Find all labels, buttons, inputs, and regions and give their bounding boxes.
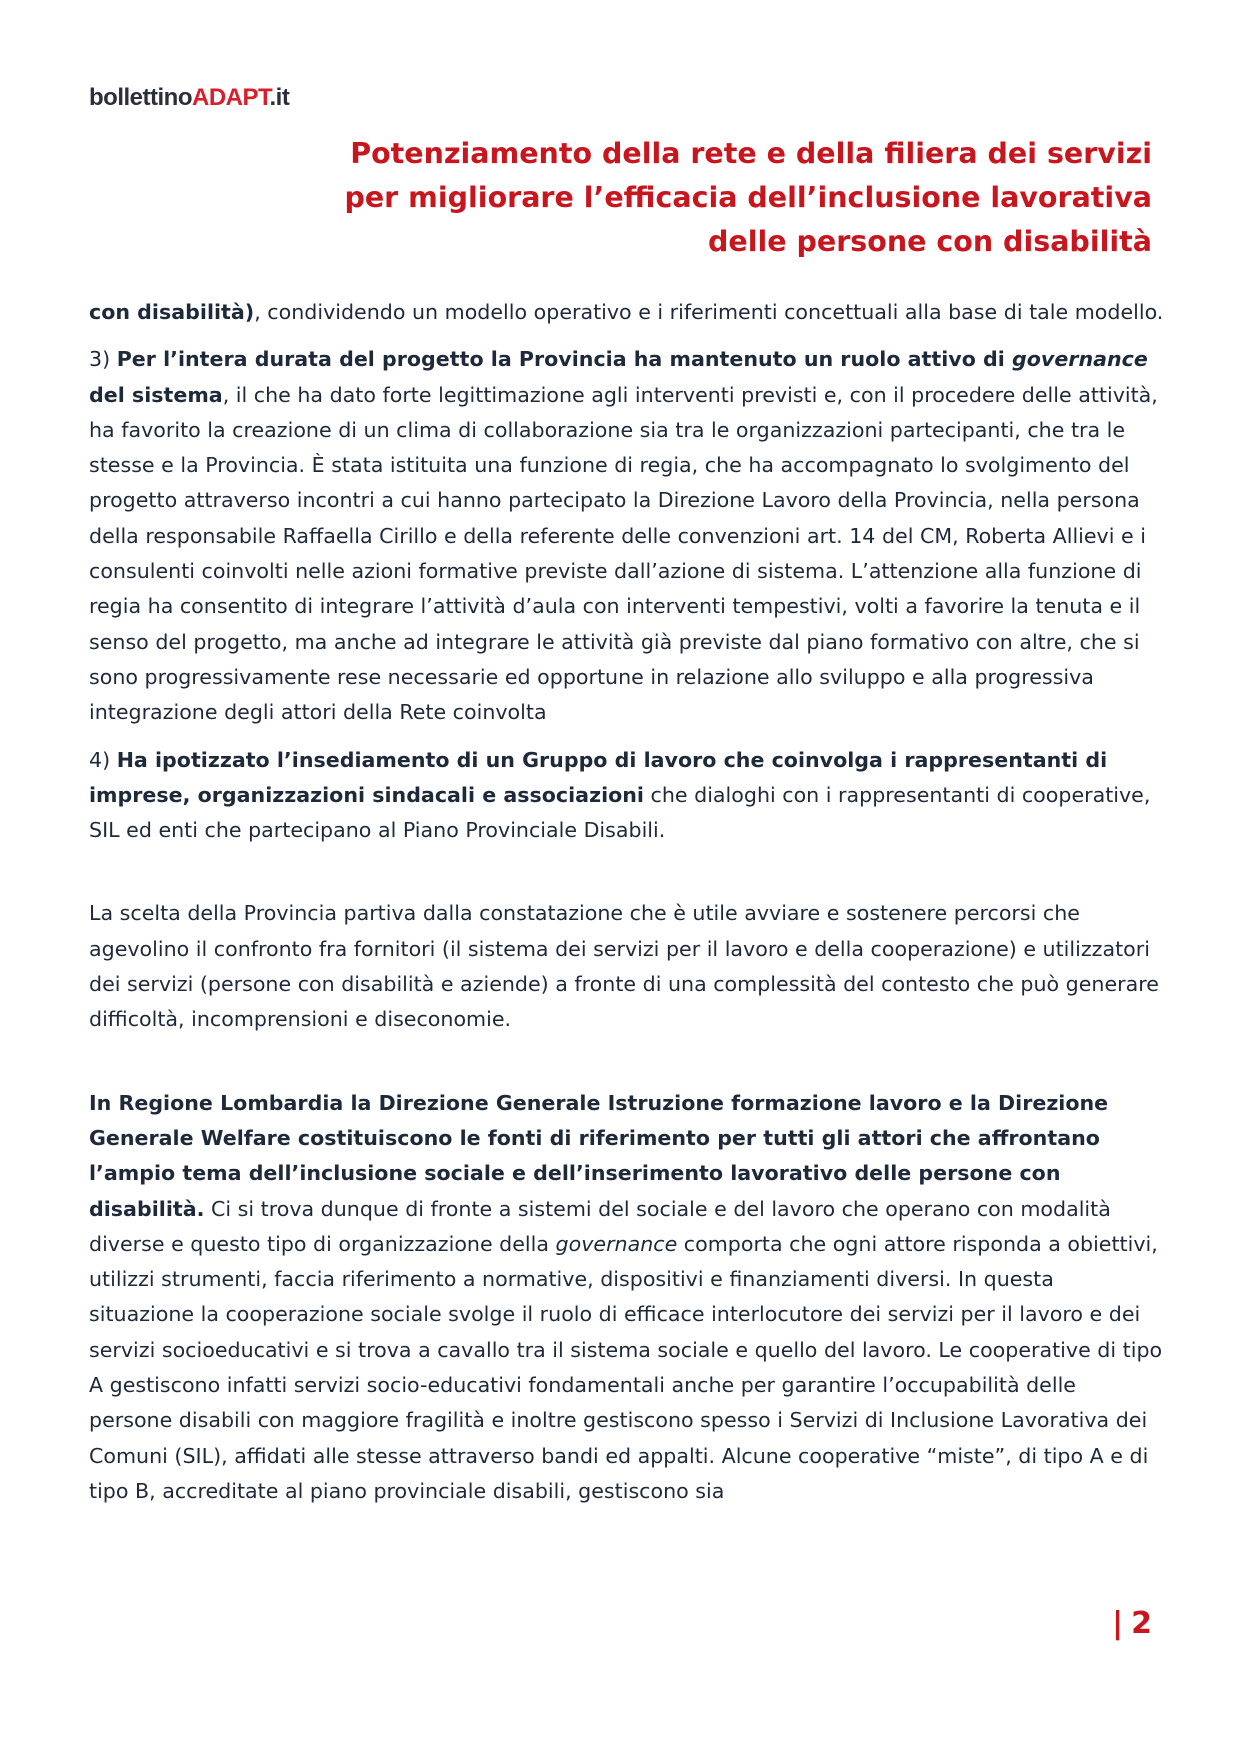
- document-body: [89, 295, 1164, 1509]
- site-logo[interactable]: [89, 86, 289, 110]
- paragraph-5-text-2: comporta che ogni attore risponda a obiettivi, utilizzi strumenti, faccia riferimento a normative, dispositivi e finanziamenti diversi. In questa situazione la cooperazione sociale svolge il ruolo di efficace interlocutore dei servizi per il lavoro e dei servizi socioeducativi e si trova a cavallo tra il sistema sociale e quello del lavoro. Le cooperative di tipo A gestiscono infatti servizi socio-educativi fondamentali anche per garantire l’occupabilità delle persone disabili con maggiore fragilità e inoltre gestiscono spesso i Servizi di Inclusione Lavorativa dei Comuni (SIL), affidati alle stesse attraverso bandi ed appalti. Alcune cooperative “miste”, di tipo A e di tipo B, accreditate al piano provinciale disabili, gestiscono sia: [89, 1231, 1163, 1503]
- paragraph-5-bold: In Regione Lombardia la Direzione Generale Istruzione formazione lavoro e la Direzione Generale Welfare costituiscono le fonti di riferimento per tutti gli attori che affrontano l’ampio tema dell’inclusione sociale e dell’inserimento lavorativo delle persone con disabilità.: [89, 1090, 1109, 1221]
- page-number: [1112, 1606, 1152, 1641]
- title-line-1: Potenziamento della rete e della filiera dei servizi: [350, 137, 1152, 170]
- logo-text-bollettino: bollettino: [89, 84, 192, 111]
- paragraph-5-text-1: Ci si trova dunque di fronte a sistemi del sociale e del lavoro che operano con modalità diverse e questo tipo di organizzazione della: [89, 1196, 1111, 1256]
- paragraph-5-italic: governance: [555, 1231, 678, 1256]
- paragraph-3-bold: Ha ipotizzato l’insediamento di un Gruppo di lavoro che coinvolga i rappresentanti di imprese, organizzazioni sindacali e associazioni: [89, 747, 1108, 807]
- paragraph-5: [89, 1086, 1164, 1510]
- page-number-bar: |: [1112, 1606, 1124, 1641]
- title-line-2: per migliorare l’efficacia dell’inclusione lavorativa: [344, 181, 1152, 214]
- paragraph-3-number: 4): [89, 747, 117, 772]
- document-title: [252, 132, 1152, 264]
- paragraph-1-text: , condividendo un modello operativo e i riferimenti concettuali alla base di tale modello.: [254, 300, 1164, 324]
- logo-text-adapt: ADAPT: [191, 84, 270, 111]
- paragraph-3-text: che dialoghi con i rappresentanti di cooperative, SIL ed enti che partecipano al Piano Provinciale Disabili.: [89, 782, 1151, 843]
- paragraph-2-number: 3): [89, 347, 117, 372]
- paragraph-2-bold-italic: governance: [1012, 347, 1148, 372]
- title-line-3: delle persone con disabilità: [707, 225, 1152, 258]
- paragraph-2-bold-1: Per l’intera durata del progetto la Provincia ha mantenuto un ruolo attivo di: [116, 347, 1013, 372]
- logo-text-domain: .it: [269, 84, 290, 111]
- paragraph-4: La scelta della Provincia partiva dalla constatazione che è utile avviare e sostenere percorsi che agevolino il confronto fra fornitori (il sistema dei servizi per il lavoro e della cooperazione) e utilizzatori dei servizi (persone con disabilità e aziende) a fronte di una complessità del contesto che può generare difficoltà, incomprensioni e diseconomie.: [89, 901, 1159, 1032]
- paragraph-2-text: , il che ha dato forte legittimazione agli interventi previsti e, con il procedere delle attività, ha favorito la creazione di un clima di collaborazione sia tra le organizzazioni partecipanti, che tra le stesse e la Provincia. È stata istituita una funzione di regia, che ha accompagnato lo svolgimento del progetto attraverso incontri a cui hanno partecipato la Direzione Lavoro della Provincia, nella persona della responsabile Raffaella Cirillo e della referente delle convenzioni art. 14 del CM, Roberta Allievi e i consulenti coinvolti nelle azioni formative previste dall’azione di sistema. L’attenzione alla funzione di regia ha consentito di integrare l’attività d’aula con interventi tempestivi, volti a favorire la tenuta e il senso del progetto, ma anche ad integrare le attività già previste dal piano formativo con altre, che si sono progressivamente rese necessarie ed opportune in relazione allo sviluppo e alla progressiva integrazione degli attori della Rete coinvolta: [89, 382, 1158, 725]
- paragraph-1-bold: con disabilità): [89, 300, 255, 324]
- paragraph-1: [89, 295, 1164, 330]
- paragraph-2: [89, 342, 1164, 730]
- page-number-value: 2: [1131, 1606, 1152, 1641]
- paragraph-3: [89, 743, 1164, 849]
- paragraph-2-bold-2: del sistema: [89, 382, 223, 407]
